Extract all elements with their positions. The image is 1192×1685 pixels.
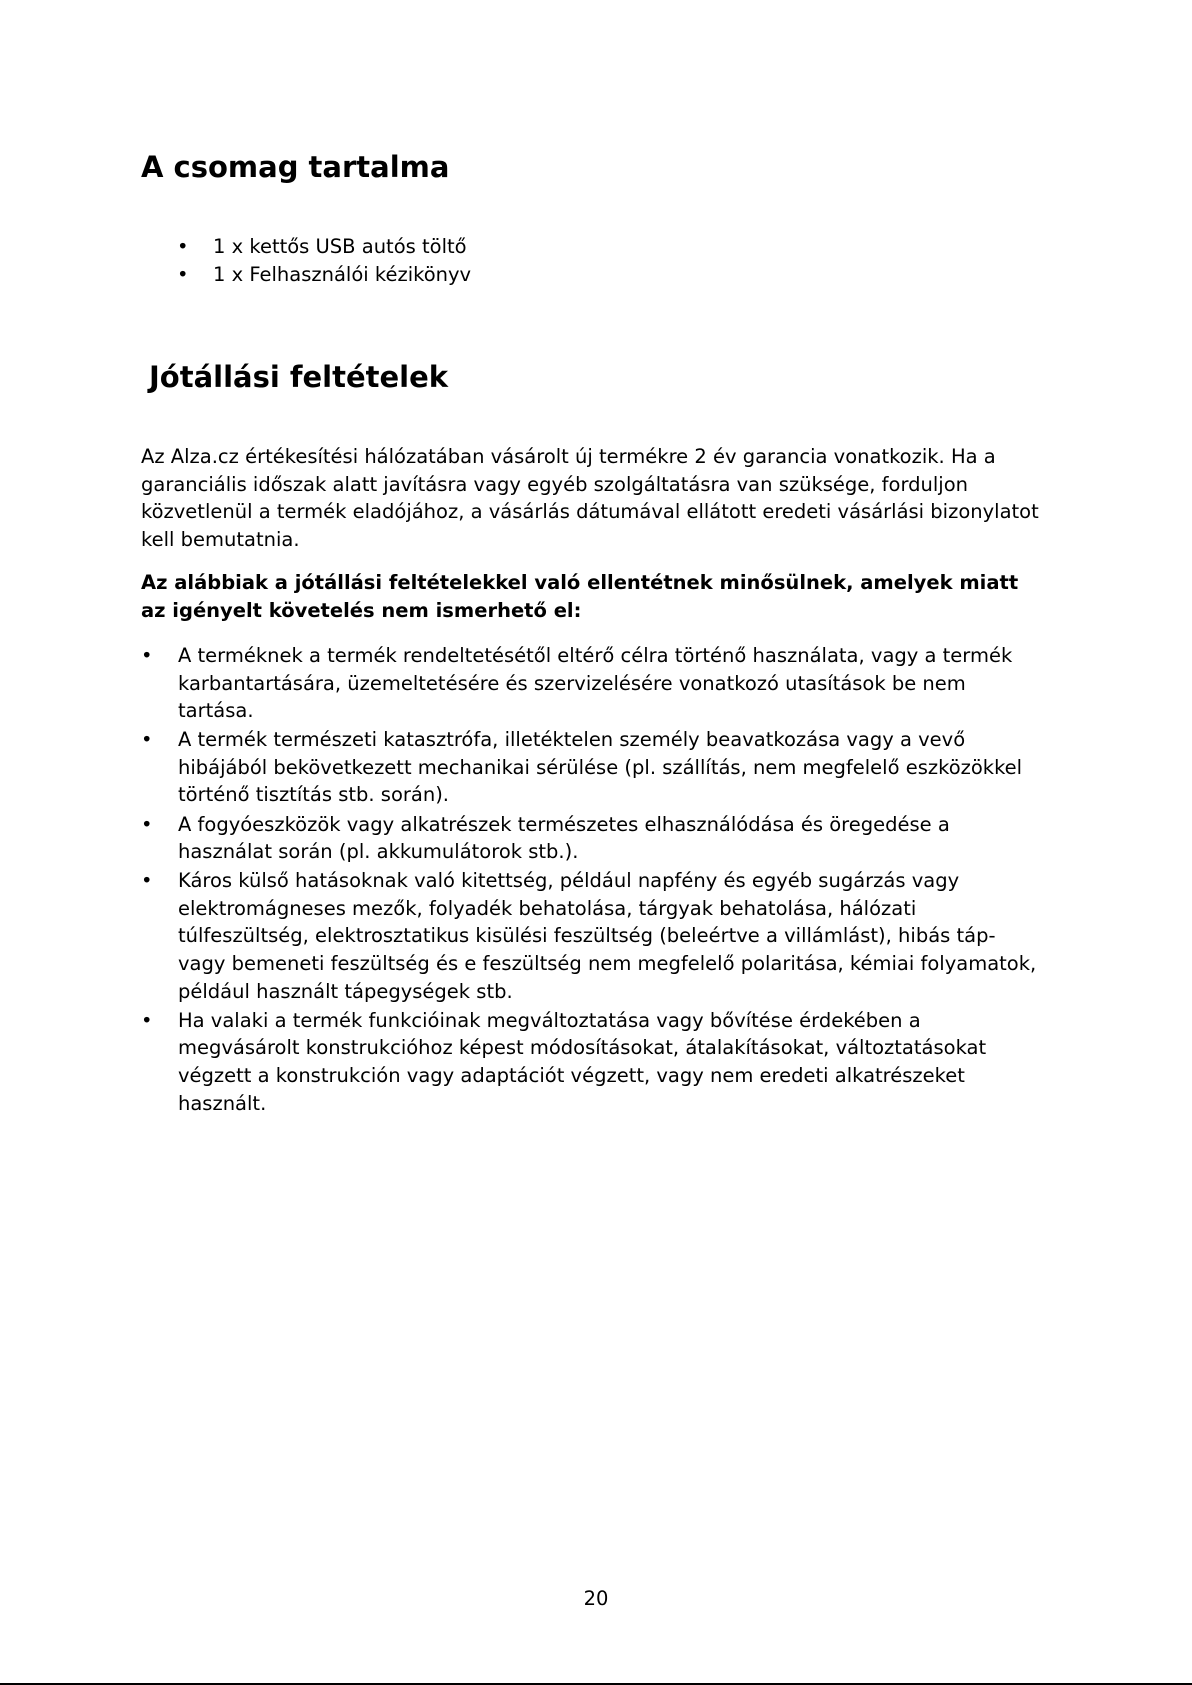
- warranty-intro-paragraph: Az Alza.cz értékesítési hálózatában vásárolt új termékre 2 év garancia vonatkozik. Ha a garanciális időszak alatt javításra vagy egyéb szolgáltatásra van szüksége, forduljon közvetlenül a termék eladójához, a vásárlás dátumával ellátott eredeti vásárlási bizonylatot kell bemutatnia.: [141, 445, 1039, 551]
- list-item: • A terméknek a termék rendeltetésétől eltérő célra történő használata, vagy a termék karbantartására, üzemeltetésére és szervizelésére vonatkozó utasítások be nem tartása.: [141, 642, 1041, 725]
- warranty-exclusions-list: [141, 642, 1041, 1119]
- list-item: • A fogyóeszközök vagy alkatrészek természetes elhasználódása és öregedése a használat során (pl. akkumulátorok stb.).: [141, 811, 1041, 866]
- package-contents-list: [141, 233, 471, 289]
- page-number: 20: [583, 1587, 609, 1610]
- warranty-exclusions-lead: Az alábbiak a jótállási feltételekkel való ellentétnek minősülnek, amelyek miatt az igényelt követelés nem ismerhető el:: [141, 571, 1019, 622]
- warranty-heading: Jótállási feltételek: [149, 360, 449, 394]
- list-item: • A termék természeti katasztrófa, illetéktelen személy beavatkozása vagy a vevő hibájából bekövetkezett mechanikai sérülése (pl. szállítás, nem megfelelő eszközökkel történő tisztítás stb. során).: [141, 726, 1041, 809]
- list-item: • Ha valaki a termék funkcióinak megváltoztatása vagy bővítése érdekében a megvásárolt konstrukcióhoz képest módosításokat, átalakításokat, változtatásokat végzett a konstrukción vagy adaptációt végzett, vagy nem eredeti alkatrészeket használt.: [141, 1007, 1041, 1117]
- list-item: • Káros külső hatásoknak való kitettség, például napfény és egyéb sugárzás vagy elektromágneses mezők, folyadék behatolása, tárgyak behatolása, hálózati túlfeszültség, elektrosztatikus kisülési feszültség (beleértve a villámlást), hibás táp- vagy bemeneti feszültség és e feszültség nem megfelelő polaritása, kémiai folyamatok, például használt tápegységek stb.: [141, 867, 1041, 1005]
- list-item: • 1 x kettős USB autós töltő: [141, 233, 471, 261]
- package-contents-heading: A csomag tartalma: [141, 150, 450, 184]
- list-item: • 1 x Felhasználói kézikönyv: [141, 261, 471, 289]
